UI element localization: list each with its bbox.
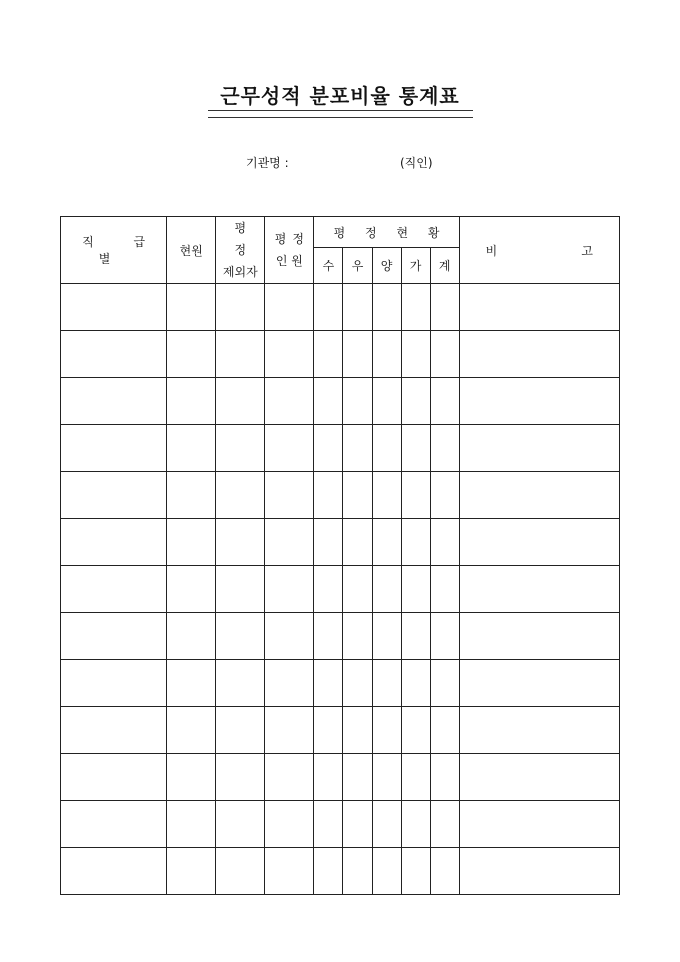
cell-poor[interactable] (401, 472, 430, 519)
cell-current-staff[interactable] (167, 378, 216, 425)
cell-excellent[interactable] (314, 660, 343, 707)
cell-fair[interactable] (372, 754, 401, 801)
cell-grade[interactable] (61, 331, 167, 378)
cell-total[interactable] (430, 519, 459, 566)
cell-rated[interactable] (265, 801, 314, 848)
cell-remarks[interactable] (459, 848, 619, 895)
cell-excluded[interactable] (216, 519, 265, 566)
cell-rated[interactable] (265, 660, 314, 707)
table-row (61, 425, 620, 472)
cell-remarks[interactable] (459, 660, 619, 707)
cell-good[interactable] (343, 613, 372, 660)
header-remarks (459, 217, 619, 284)
cell-rated[interactable] (265, 754, 314, 801)
cell-rated[interactable] (265, 519, 314, 566)
cell-fair[interactable] (372, 801, 401, 848)
cell-total[interactable] (430, 566, 459, 613)
cell-total[interactable] (430, 754, 459, 801)
cell-current-staff[interactable] (167, 660, 216, 707)
cell-poor[interactable] (401, 754, 430, 801)
cell-excellent[interactable] (314, 566, 343, 613)
cell-good[interactable] (343, 707, 372, 754)
header-current-staff: 현원 (167, 217, 216, 284)
table-row (61, 754, 620, 801)
table-body (61, 284, 620, 895)
table-row (61, 284, 620, 331)
header-status-good: 우 (343, 248, 372, 284)
cell-excellent[interactable] (314, 284, 343, 331)
cell-good[interactable] (343, 378, 372, 425)
cell-excluded[interactable] (216, 660, 265, 707)
cell-grade[interactable] (61, 284, 167, 331)
header-excluded-line1: 평 정 (234, 221, 253, 257)
cell-good[interactable] (343, 660, 372, 707)
header-status-fair: 양 (372, 248, 401, 284)
cell-excellent[interactable] (314, 519, 343, 566)
cell-poor[interactable] (401, 425, 430, 472)
cell-grade[interactable] (61, 472, 167, 519)
cell-remarks[interactable] (459, 472, 619, 519)
cell-poor[interactable] (401, 566, 430, 613)
header-remarks-left: 비 (485, 243, 498, 258)
cell-rated[interactable] (265, 425, 314, 472)
header-rated-line2: 인 원 (275, 254, 303, 268)
cell-excluded[interactable] (216, 801, 265, 848)
cell-excellent[interactable] (314, 472, 343, 519)
cell-remarks[interactable] (459, 519, 619, 566)
cell-excluded[interactable] (216, 331, 265, 378)
cell-good[interactable] (343, 472, 372, 519)
cell-good[interactable] (343, 754, 372, 801)
cell-remarks[interactable] (459, 331, 619, 378)
cell-total[interactable] (430, 801, 459, 848)
cell-total[interactable] (430, 707, 459, 754)
cell-remarks[interactable] (459, 754, 619, 801)
cell-excellent[interactable] (314, 754, 343, 801)
cell-rated[interactable] (265, 378, 314, 425)
cell-rated[interactable] (265, 284, 314, 331)
cell-good[interactable] (343, 331, 372, 378)
cell-current-staff[interactable] (167, 613, 216, 660)
cell-rated[interactable] (265, 613, 314, 660)
table-row (61, 378, 620, 425)
table-row (61, 519, 620, 566)
cell-remarks[interactable] (459, 613, 619, 660)
cell-fair[interactable] (372, 519, 401, 566)
header-remarks-right: 고 (581, 243, 593, 258)
cell-current-staff[interactable] (167, 472, 216, 519)
table-row (61, 613, 620, 660)
cell-excellent[interactable] (314, 331, 343, 378)
cell-remarks[interactable] (459, 284, 619, 331)
header-status-poor: 가 (401, 248, 430, 284)
table-row (61, 331, 620, 378)
cell-excellent[interactable] (314, 378, 343, 425)
title-double-underline (208, 110, 473, 118)
cell-excluded[interactable] (216, 425, 265, 472)
cell-remarks[interactable] (459, 566, 619, 613)
statistics-table (60, 216, 620, 895)
cell-fair[interactable] (372, 613, 401, 660)
cell-fair[interactable] (372, 378, 401, 425)
cell-current-staff[interactable] (167, 848, 216, 895)
cell-fair[interactable] (372, 472, 401, 519)
table-row (61, 472, 620, 519)
cell-grade[interactable] (61, 754, 167, 801)
header-rated-line1: 평정 (274, 232, 310, 246)
official-seal-label: (직인) (400, 156, 433, 170)
cell-excluded[interactable] (216, 378, 265, 425)
cell-current-staff[interactable] (167, 566, 216, 613)
cell-total[interactable] (430, 660, 459, 707)
agency-name-label: 기관명 : (246, 156, 289, 170)
header-excluded (216, 217, 265, 284)
cell-excluded[interactable] (216, 284, 265, 331)
cell-remarks[interactable] (459, 707, 619, 754)
cell-poor[interactable] (401, 848, 430, 895)
cell-remarks[interactable] (459, 378, 619, 425)
header-status-excellent: 수 (314, 248, 343, 284)
cell-remarks[interactable] (459, 801, 619, 848)
cell-poor[interactable] (401, 660, 430, 707)
cell-poor[interactable] (401, 331, 430, 378)
cell-excluded[interactable] (216, 707, 265, 754)
cell-current-staff[interactable] (167, 331, 216, 378)
cell-fair[interactable] (372, 425, 401, 472)
cell-fair[interactable] (372, 707, 401, 754)
cell-poor[interactable] (401, 801, 430, 848)
cell-poor[interactable] (401, 519, 430, 566)
header-rated (265, 217, 314, 284)
table-row (61, 660, 620, 707)
cell-total[interactable] (430, 425, 459, 472)
table-row (61, 566, 620, 613)
cell-rated[interactable] (265, 566, 314, 613)
cell-grade[interactable] (61, 801, 167, 848)
document-title: 근무성적 분포비율 통계표 (220, 84, 460, 108)
header-grade: 직 급 별 (61, 217, 167, 284)
cell-fair[interactable] (372, 848, 401, 895)
cell-current-staff[interactable] (167, 754, 216, 801)
cell-good[interactable] (343, 519, 372, 566)
cell-grade[interactable] (61, 378, 167, 425)
cell-remarks[interactable] (459, 425, 619, 472)
cell-excellent[interactable] (314, 707, 343, 754)
cell-excellent[interactable] (314, 848, 343, 895)
cell-good[interactable] (343, 284, 372, 331)
cell-excluded[interactable] (216, 613, 265, 660)
cell-good[interactable] (343, 566, 372, 613)
cell-poor[interactable] (401, 613, 430, 660)
cell-grade[interactable] (61, 848, 167, 895)
cell-total[interactable] (430, 378, 459, 425)
cell-current-staff[interactable] (167, 519, 216, 566)
table-row (61, 848, 620, 895)
cell-grade[interactable] (61, 519, 167, 566)
cell-fair[interactable] (372, 660, 401, 707)
cell-grade[interactable] (61, 425, 167, 472)
cell-poor[interactable] (401, 284, 430, 331)
table-row (61, 707, 620, 754)
cell-good[interactable] (343, 848, 372, 895)
cell-current-staff[interactable] (167, 284, 216, 331)
header-status-total: 계 (430, 248, 459, 284)
cell-current-staff[interactable] (167, 801, 216, 848)
header-excluded-line2: 제외자 (222, 265, 258, 279)
cell-total[interactable] (430, 284, 459, 331)
cell-excluded[interactable] (216, 472, 265, 519)
cell-excluded[interactable] (216, 566, 265, 613)
cell-rated[interactable] (265, 707, 314, 754)
cell-total[interactable] (430, 331, 459, 378)
header-status-group: 평 정 현 황 (314, 217, 459, 248)
cell-current-staff[interactable] (167, 707, 216, 754)
cell-excluded[interactable] (216, 754, 265, 801)
cell-current-staff[interactable] (167, 425, 216, 472)
cell-excellent[interactable] (314, 801, 343, 848)
cell-poor[interactable] (401, 707, 430, 754)
cell-grade[interactable] (61, 660, 167, 707)
cell-rated[interactable] (265, 331, 314, 378)
cell-rated[interactable] (265, 472, 314, 519)
cell-total[interactable] (430, 848, 459, 895)
cell-total[interactable] (430, 472, 459, 519)
cell-grade[interactable] (61, 707, 167, 754)
cell-poor[interactable] (401, 378, 430, 425)
cell-total[interactable] (430, 613, 459, 660)
cell-grade[interactable] (61, 613, 167, 660)
cell-fair[interactable] (372, 331, 401, 378)
cell-grade[interactable] (61, 566, 167, 613)
cell-fair[interactable] (372, 566, 401, 613)
cell-excellent[interactable] (314, 613, 343, 660)
cell-excellent[interactable] (314, 425, 343, 472)
cell-rated[interactable] (265, 848, 314, 895)
cell-fair[interactable] (372, 284, 401, 331)
table-row (61, 801, 620, 848)
cell-good[interactable] (343, 425, 372, 472)
cell-excluded[interactable] (216, 848, 265, 895)
cell-good[interactable] (343, 801, 372, 848)
